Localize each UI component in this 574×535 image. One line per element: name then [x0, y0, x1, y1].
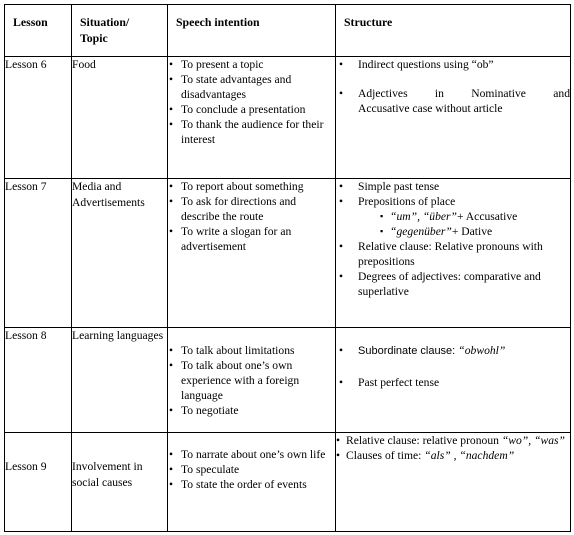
table-row [5, 57, 571, 179]
intention-item: • To talk about one’s own experience with a foreign language [168, 358, 335, 403]
german-word: “um”, “über” [390, 210, 458, 223]
structure-line: • Adjectives in Nominative and [358, 87, 570, 100]
header-topic-text: Situation/ Topic [80, 15, 130, 45]
intention-cell [168, 57, 336, 179]
structure-item: • Degrees of adjectives: comparative and superlative [336, 269, 570, 299]
topic-cell: Learning languages [72, 328, 168, 433]
structure-item [336, 433, 570, 448]
header-lesson: Lesson [5, 5, 72, 57]
structure-item [336, 448, 570, 463]
structure-cell [336, 179, 571, 328]
intention-cell [168, 328, 336, 433]
lesson-cell: Lesson 7 [5, 179, 72, 328]
structure-cell [336, 57, 571, 179]
german-word: “obwohl” [458, 344, 506, 357]
intention-item: • To thank the audience for their interest [168, 117, 335, 147]
intention-item: • To state the order of events [168, 477, 335, 492]
case-text: + Accusative [457, 210, 518, 223]
intention-item: • To speculate [168, 462, 335, 477]
header-topic [72, 5, 168, 57]
intention-item: • To conclude a presentation [168, 102, 335, 117]
german-word: “gegenüber” [390, 225, 452, 238]
structure-text: Prepositions of place [358, 195, 456, 208]
structure-cell [336, 433, 571, 532]
table-row [5, 328, 571, 433]
lesson-cell: Lesson 6 [5, 57, 72, 179]
separator: , [450, 449, 460, 462]
structure-cell [336, 328, 571, 433]
intention-item: • To narrate about one’s own life [168, 447, 335, 462]
header-row [5, 5, 571, 57]
structure-text: Relative clause: relative pronoun [346, 434, 502, 447]
structure-subitem [380, 224, 570, 239]
intention-cell [168, 179, 336, 328]
intention-cell [168, 433, 336, 532]
structure-text: Subordinate clause: [358, 345, 459, 357]
intention-item: • To state advantages and disadvantages [168, 72, 335, 102]
topic-cell: Media and Advertisements [72, 179, 168, 328]
german-word: “nachdem” [459, 449, 515, 462]
structure-text: Clauses of time: [346, 449, 425, 462]
case-text: + Dative [451, 225, 493, 238]
structure-item: • Simple past tense [336, 179, 570, 194]
intention-item: • To report about something [168, 179, 335, 194]
structure-subitem [380, 209, 570, 224]
intention-item: • To present a topic [168, 57, 335, 72]
structure-item [336, 343, 570, 359]
separator: , [528, 434, 535, 447]
german-word: “wo” [501, 434, 529, 447]
structure-line: Accusative case without article [358, 102, 503, 115]
header-structure: Structure [336, 5, 571, 57]
lesson-cell: Lesson 9 [5, 433, 72, 532]
structure-item: • Relative clause: Relative pronouns with prepositions [336, 239, 570, 269]
table-row [5, 433, 571, 532]
structure-item: • Past perfect tense [336, 375, 570, 390]
structure-item: • Indirect questions using “ob” [336, 57, 570, 72]
structure-item [336, 194, 570, 239]
intention-item: • To write a slogan for an advertisement [168, 224, 335, 254]
intention-item: • To negotiate [168, 403, 335, 418]
german-word: “als” [424, 449, 451, 462]
header-intention: Speech intention [168, 5, 336, 57]
intention-item: • To talk about limitations [168, 343, 335, 358]
table-row [5, 179, 571, 328]
structure-item [336, 86, 570, 116]
topic-cell: Food [72, 57, 168, 179]
lesson-cell: Lesson 8 [5, 328, 72, 433]
curriculum-table [4, 4, 571, 532]
intention-item: • To ask for directions and describe the route [168, 194, 335, 224]
topic-cell: Involvement in social causes [72, 433, 168, 532]
german-word: “was” [534, 434, 565, 447]
